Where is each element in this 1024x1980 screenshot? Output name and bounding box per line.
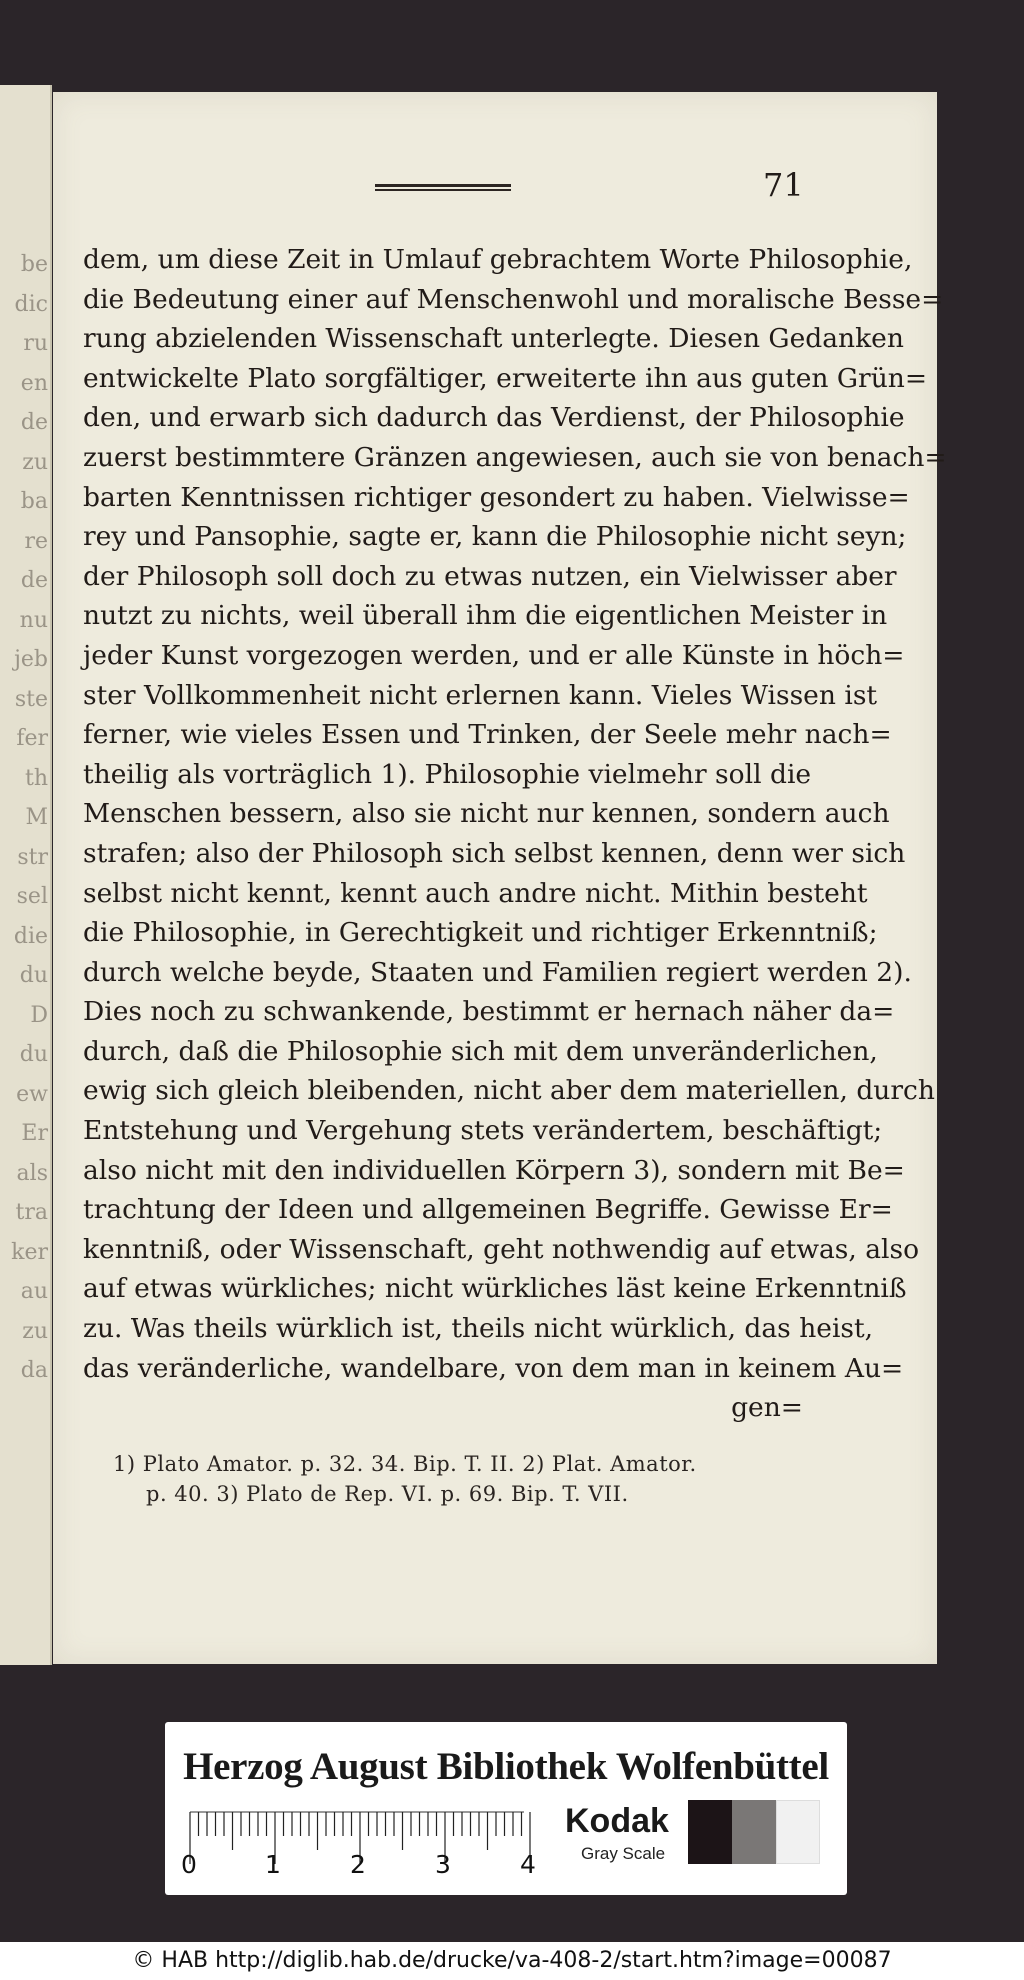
text-line: nutzt zu nichts, weil überall ihm die eigentlichen Meister in [83,600,888,632]
facing-page-fragment: M [25,805,48,830]
text-line: strafen; also der Philosoph sich selbst kennen, denn wer sich [83,837,906,869]
text-line: Entstehung und Vergehung stets verändertem, beschäftigt; [83,1115,883,1147]
text-line: das veränderliche, wandelbare, von dem man in keinem Au= [83,1352,904,1384]
facing-page-fragment: tra [15,1200,48,1225]
facing-page-fragment: re [24,528,48,554]
scan-color-card [165,1722,847,1895]
gray-swatch-black [688,1800,732,1864]
scale-label-2: 2 [350,1850,366,1879]
text-line: durch welche beyde, Staaten und Familien regiert werden 2). [83,956,912,988]
facing-page-fragment: ba [20,489,48,514]
facing-page-fragment: Er [21,1121,48,1146]
facing-page-fragment: ste [14,686,48,712]
facing-page-fragments [0,245,50,1391]
facing-page-fragment: da [20,1358,48,1383]
text-line: ferner, wie vieles Essen und Trinken, der Seele mehr nach= [83,719,892,751]
facing-page-fragment: au [20,1279,48,1304]
scale-label-1: 1 [265,1850,281,1879]
text-line: trachtung der Ideen und allgemeinen Begriffe. Gewisse Er= [83,1194,893,1226]
text-line: dem, um diese Zeit in Umlauf gebrachtem Worte Philosophie, [83,244,913,275]
text-line: entwickelte Plato sorgfältiger, erweiterte ihn aus guten Grün= [83,362,928,394]
facing-page-edge [0,85,52,1665]
facing-page-fragment: fer [16,726,48,751]
text-line: rung abzielenden Wissenschaft unterlegte. Diesen Gedanken [83,323,904,355]
text-line: zu. Was theils würklich ist, theils nicht würklich, das heist, [83,1313,874,1345]
header-ornament-rule [375,184,511,191]
gray-swatch-white [776,1800,820,1864]
scale-label-4: 4 [520,1850,536,1879]
text-line: barten Kenntnissen richtiger gesondert zu haben. Vielwisse= [83,481,910,513]
kodak-logo-text: Kodak [565,1802,669,1840]
scale-label-0: 0 [181,1850,197,1879]
scale-label-3: 3 [435,1850,451,1879]
facing-page-fragment: die [13,923,48,949]
footnote-line: 1) Plato Amator. p. 32. 34. Bip. T. II. 2) Plat. Amator. [113,1452,697,1476]
body-text [83,240,947,1428]
text-line: der Philosoph soll doch zu etwas nutzen, ein Vielwisser aber [83,560,897,592]
copyright-url: © HAB http://diglib.hab.de/drucke/va-408-2/start.htm?image=00087 [132,1948,892,1973]
text-line: die Bedeutung einer auf Menschenwohl und moralische Besse= [83,283,944,315]
text-line: ewig sich gleich bleibenden, nicht aber dem materiellen, durch [83,1075,935,1107]
text-line: kenntniß, oder Wissenschaft, geht nothwendig auf etwas, also [83,1233,920,1265]
facing-page-fragment: en [20,370,48,396]
book-page [53,92,947,1664]
gray-swatch-mid [732,1800,776,1864]
facing-page-fragment: du [19,963,48,988]
footnote-line: p. 40. 3) Plato de Rep. VI. p. 69. Bip. T. VII. [146,1482,629,1506]
footnotes [113,1449,801,1509]
facing-page-fragment: als [16,1160,48,1186]
facing-page-fragment: dic [14,291,48,317]
text-line: theilig als vorträglich 1). Philosophie vielmehr soll die [83,758,812,790]
facing-page-fragment: de [20,568,48,593]
footer-bar [0,1942,1024,1980]
facing-page-fragment: zu [22,1318,48,1344]
text-line: selbst nicht kennt, kennt auch andre nicht. Mithin besteht [83,877,868,909]
facing-page-fragment: be [20,252,48,277]
text-line: rey und Pansophie, sagte er, kann die Philosophie nicht seyn; [83,521,907,553]
gray-scale-label: Gray Scale [581,1844,666,1863]
facing-page-fragment: str [17,844,48,870]
facing-page-fragment: th [24,765,48,791]
text-line: ster Vollkommenheit nicht erlernen kann. Vieles Wissen ist [83,679,878,711]
page-number: 71 [763,166,804,204]
text-line: zuerst bestimmtere Gränzen angewiesen, auch sie von benach= [83,441,947,473]
facing-page-fragment: de [20,410,48,435]
text-line: gen= [731,1392,803,1424]
text-line: auf etwas würkliches; nicht würkliches läst keine Erkenntniß [83,1273,907,1305]
text-line: Dies noch zu schwankende, bestimmt er hernach näher da= [83,996,895,1028]
text-line: also nicht mit den individuellen Körpern 3), sondern mit Be= [83,1154,905,1186]
facing-page-fragment: du [19,1042,48,1067]
facing-page-fragment: jeb [14,647,48,672]
text-line: die Philosophie, in Gerechtigkeit und richtiger Erkenntniß; [83,917,878,949]
facing-page-fragment: sel [16,884,48,909]
text-line: Menschen bessern, also sie nicht nur kennen, sondern auch [83,798,890,830]
facing-page-fragment: ru [23,331,48,356]
text-line: jeder Kunst vorgezogen werden, und er alle Künste in höch= [83,639,905,671]
facing-page-fragment: D [30,1002,48,1028]
facing-page-fragment: ew [16,1081,48,1107]
facing-page-fragment: nu [19,607,48,633]
facing-page-fragment: ker [11,1239,48,1265]
text-line: den, und erwarb sich dadurch das Verdienst, der Philosophie [83,402,905,434]
facing-page-fragment: zu [22,449,48,475]
text-line: durch, daß die Philosophie sich mit dem unveränderlichen, [83,1035,878,1067]
library-title: Herzog August Bibliothek Wolfenbüttel [183,1745,829,1788]
